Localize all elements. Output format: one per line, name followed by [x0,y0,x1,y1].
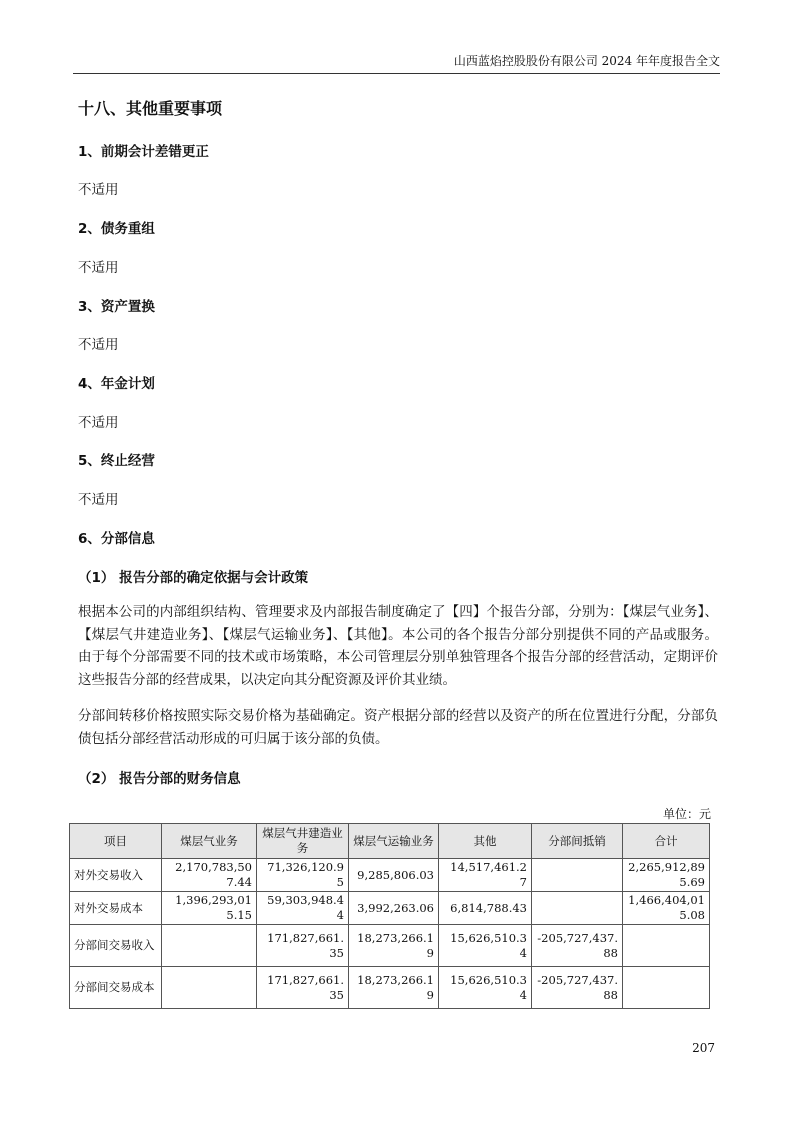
table-cell [162,967,257,1009]
segment-financial-table [69,823,710,1009]
segment-paragraph-2: 分部间转移价格按照实际交易价格为基础确定。资产根据分部的经营以及资产的所在位置进行分配，分部负债包括分部经营活动形成的可归属于该分部的负债。 [78,708,718,747]
table-cell: 18,273,266.19 [349,925,439,967]
table-cell: 15,626,510.34 [439,925,532,967]
item-heading-4: 4、年金计划 [78,376,155,392]
table-cell: 59,303,948.44 [257,892,349,925]
row-label: 对外交易成本 [70,892,162,925]
table-row [70,925,710,967]
table-cell: 9,285,806.03 [349,859,439,892]
col-header-well-construction: 煤层气井建造业务 [257,824,349,859]
header-title: 山西蓝焰控股股份有限公司 2024 年年度报告全文 [453,54,720,68]
col-header-cbm: 煤层气业务 [162,824,257,859]
table-cell: 18,273,266.19 [349,967,439,1009]
row-label: 分部间交易成本 [70,967,162,1009]
table-cell: 71,326,120.95 [257,859,349,892]
col-header-other: 其他 [439,824,532,859]
table-cell [532,892,623,925]
table-cell: 1,396,293,015.15 [162,892,257,925]
page-number: 207 [692,1041,715,1055]
table-cell: 3,992,263.06 [349,892,439,925]
table-cell [532,859,623,892]
col-header-transport: 煤层气运输业务 [349,824,439,859]
table-cell: 1,466,404,015.08 [623,892,710,925]
page-header [73,50,720,74]
table-cell: -205,727,437.88 [532,967,623,1009]
table-cell: 171,827,661.35 [257,967,349,1009]
item-body-2: 不适用 [78,260,119,276]
table-row [70,967,710,1009]
table-cell [623,925,710,967]
table-cell: 171,827,661.35 [257,925,349,967]
table-cell: -205,727,437.88 [532,925,623,967]
segment-subheading-1: （1） 报告分部的确定依据与会计政策 [78,570,309,586]
col-header-total: 合计 [623,824,710,859]
segment-subheading-2: （2） 报告分部的财务信息 [78,771,241,787]
item-heading-3: 3、资产置换 [78,299,155,315]
unit-label: 单位：元 [662,807,711,821]
table-cell: 2,170,783,507.44 [162,859,257,892]
item-heading-5: 5、终止经营 [78,453,155,469]
item-body-3: 不适用 [78,337,119,353]
table-cell: 15,626,510.34 [439,967,532,1009]
item-body-5: 不适用 [78,492,119,508]
item-heading-2: 2、债务重组 [78,221,155,237]
section-title: 十八、其他重要事项 [78,99,223,118]
table-row [70,892,710,925]
row-label: 对外交易收入 [70,859,162,892]
table-cell: 6,814,788.43 [439,892,532,925]
item-heading-1: 1、前期会计差错更正 [78,144,209,160]
table-header-row [70,824,710,859]
col-header-elimination: 分部间抵销 [532,824,623,859]
table-cell: 2,265,912,895.69 [623,859,710,892]
item-body-4: 不适用 [78,415,119,431]
table-row [70,859,710,892]
segment-heading: 6、分部信息 [78,531,155,547]
table-cell [162,925,257,967]
row-label: 分部间交易收入 [70,925,162,967]
table-cell: 14,517,461.27 [439,859,532,892]
col-header-item: 项目 [70,824,162,859]
table-cell [623,967,710,1009]
segment-paragraph-1: 根据本公司的内部组织结构、管理要求及内部报告制度确定了【四】个报告分部，分别为：【煤层气业务】、【煤层气井建造业务】、【煤层气运输业务】、【其他】。本公司的各个报告分部分别提供不同的产品或服务。由于每个分部需要不同的技术或市场策略，本公司管理层分别单独管理各个报告分部的经营活动，定期评价这些报告分部的经营成果，以决定向其分配资源及评价其业绩。 [78,604,718,688]
item-body-1: 不适用 [78,182,119,198]
